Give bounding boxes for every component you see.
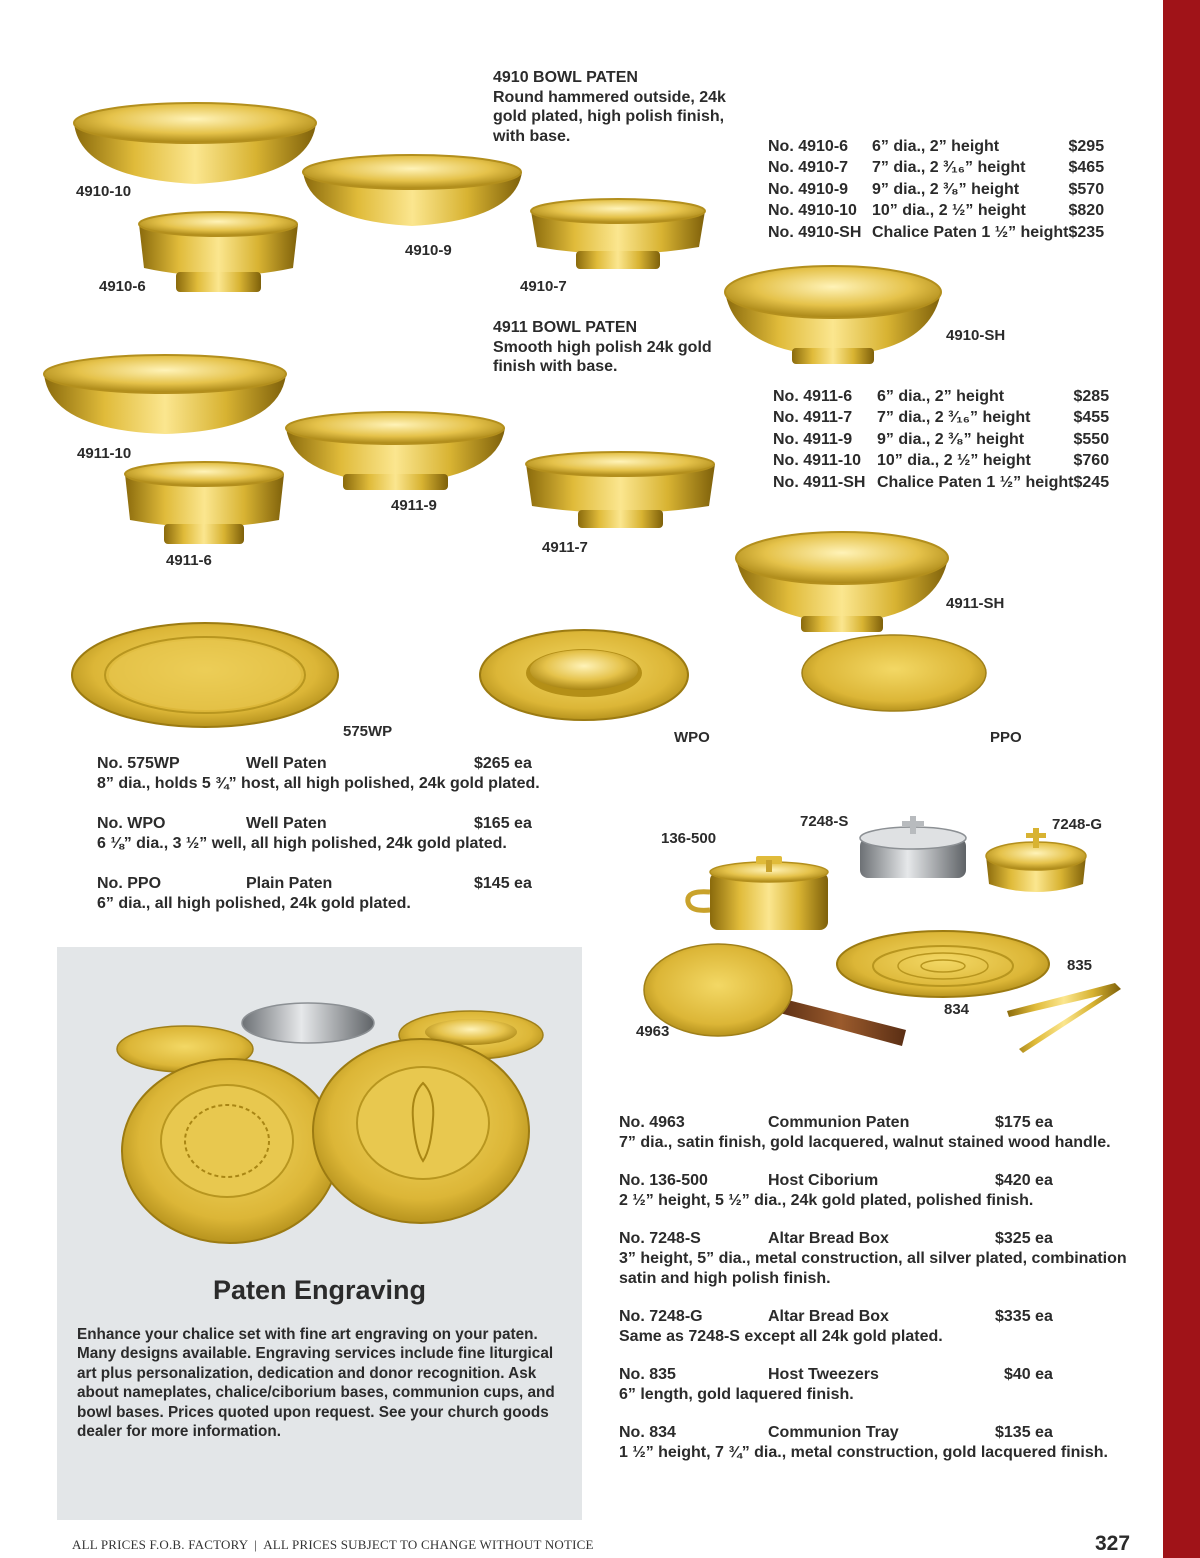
label-835: 835 (1067, 957, 1093, 974)
host-tweezers-835-image (1003, 975, 1125, 1057)
engraving-panel (57, 947, 582, 1520)
price-row: No. 4911-9 9” dia., 2 ³⁄₈” height $550 (773, 430, 1110, 448)
price-row: No. 4911-10 10” dia., 2 ½” height $760 (773, 452, 1110, 470)
engraving-title: Paten Engraving (212, 1275, 427, 1305)
product-7248-s: No. 7248-S Altar Bread Box $325 ea 3” height, 5” dia., metal construction, all silver plated, combination satin and high polish finish. (619, 1230, 1127, 1287)
label-4910-10: 4910-10 (76, 183, 132, 200)
heading-line: 4910 BOWL PATEN (493, 69, 638, 86)
bowl-4911-6-image (122, 458, 287, 548)
price-table-4911 (773, 386, 1115, 494)
label-4911-9: 4911-9 (391, 497, 437, 514)
heading-line: Round hammered outside, 24k (493, 88, 726, 106)
price-row: No. 4910-7 7” dia., 2 ³⁄₁₆” height $465 (768, 159, 1105, 177)
label-4911-6: 4911-6 (166, 552, 212, 569)
label-834: 834 (944, 1001, 970, 1018)
accessory-listing (619, 1113, 1149, 1463)
footer (72, 1537, 594, 1553)
paten-ppo-image (800, 632, 988, 714)
price-row: No. 4911-7 7” dia., 2 ³⁄₁₆” height $455 (773, 409, 1110, 427)
price-row: No. 4910-6 6” dia., 2” height $295 (768, 137, 1105, 155)
bowl-4911-10-image (40, 350, 290, 438)
label-7248-g: 7248-G (1052, 816, 1103, 833)
price-row: No. 4910-10 10” dia., 2 ½” height $820 (768, 202, 1105, 220)
label-4910-6: 4910-6 (99, 278, 146, 295)
bread-box-7248-g-image (983, 824, 1089, 900)
footer-right: ALL PRICES SUBJECT TO CHANGE WITHOUT NOTICE (263, 1537, 594, 1552)
product-834: No. 834 Communion Tray $135 ea 1 ½” height, 7 ¾” dia., metal construction, gold lacquered finish. (619, 1424, 1108, 1461)
bowl-4911-heading (493, 318, 712, 377)
product-835: No. 835 Host Tweezers $40 ea 6” length, gold laquered finish. (619, 1366, 1053, 1403)
label-136-500: 136-500 (661, 830, 717, 847)
bowl-4910-heading (493, 68, 726, 146)
price-table-4910 (768, 136, 1110, 244)
label-7248-s: 7248-S (800, 813, 849, 830)
label-4963: 4963 (636, 1023, 670, 1040)
bowl-4911-9-image (283, 408, 508, 493)
paten-wpo-image (478, 628, 690, 723)
engraving-body: Enhance your chalice set with fine art engraving on your paten. Many designs available. Engraving services include fine liturgical art plus personalization, dedication and donor recognition. Ask about nameplates, chalice/ciborium bases, communion cups, and bowl bases. Prices quoted upon request. See your church goods dealer for more information. (77, 1326, 555, 1441)
price-row: No. 4911-6 6” dia., 2” height $285 (773, 387, 1110, 405)
product-wpo: No. WPO Well Paten $165 ea 6 ⅛” dia., 3 ½” well, all high polished, 24k gold plated. (97, 815, 532, 852)
bowl-4910-6-image (136, 208, 301, 296)
bread-box-7248-s-image (857, 812, 969, 884)
price-row: No. 4910-9 9” dia., 2 ³⁄₈” height $570 (768, 180, 1105, 198)
product-575wp: No. 575WP Well Paten $265 ea 8” dia., holds 5 ¾” host, all high polished, 24k gold plated. (97, 755, 540, 792)
bowl-4911-7-image (523, 448, 718, 534)
paten-575wp-image (70, 620, 340, 730)
price-row: No. 4911-SH Chalice Paten 1 ½” height $245 (773, 473, 1110, 491)
heading-line: finish with base. (493, 358, 618, 375)
label-4911-7: 4911-7 (542, 539, 588, 556)
label-4911-10: 4911-10 (77, 445, 132, 462)
communion-paten-4963-image (640, 940, 910, 1052)
product-ppo: No. PPO Plain Paten $145 ea 6” dia., all high polished, 24k gold plated. (97, 875, 532, 912)
accent-side-bar (1163, 0, 1200, 1558)
heading-line: Smooth high polish 24k gold (493, 338, 712, 356)
price-row: No. 4910-SH Chalice Paten 1 ½” height $235 (768, 223, 1105, 241)
ciborium-136-500-image (684, 852, 834, 936)
paten-listing (97, 754, 540, 914)
engraved-patens-image (115, 999, 555, 1249)
label-4910-7: 4910-7 (520, 278, 567, 295)
bowl-4910-sh-image (722, 262, 944, 368)
label-wpo: WPO (674, 729, 710, 746)
footer-left: ALL PRICES F.O.B. FACTORY (72, 1537, 249, 1552)
label-575wp: 575WP (343, 723, 393, 740)
bowl-4911-sh-image (733, 528, 951, 636)
heading-line: gold plated, high polish finish, (493, 108, 725, 125)
footer-separator: | (254, 1537, 258, 1552)
heading-line: with base. (493, 127, 571, 145)
product-7248-g: No. 7248-G Altar Bread Box $335 ea Same as 7248-S except all 24k gold plated. (619, 1308, 1053, 1345)
label-4910-9: 4910-9 (405, 242, 452, 259)
label-4910-sh: 4910-SH (946, 327, 1006, 344)
heading-line: 4911 BOWL PATEN (493, 319, 638, 336)
product-4963: No. 4963 Communion Paten $175 ea 7” dia., satin finish, gold lacquered, walnut stained wood handle. (619, 1114, 1111, 1151)
bowl-4910-7-image (528, 195, 708, 275)
label-4911-sh: 4911-SH (946, 595, 1005, 612)
page-number: 327 (1095, 1532, 1131, 1555)
label-ppo: PPO (990, 729, 1022, 746)
bowl-4910-10-image (70, 98, 320, 188)
product-136-500: No. 136-500 Host Ciborium $420 ea 2 ½” height, 5 ½” dia., 24k gold plated, polished finish. (619, 1172, 1053, 1209)
bowl-4910-9-image (300, 152, 525, 232)
